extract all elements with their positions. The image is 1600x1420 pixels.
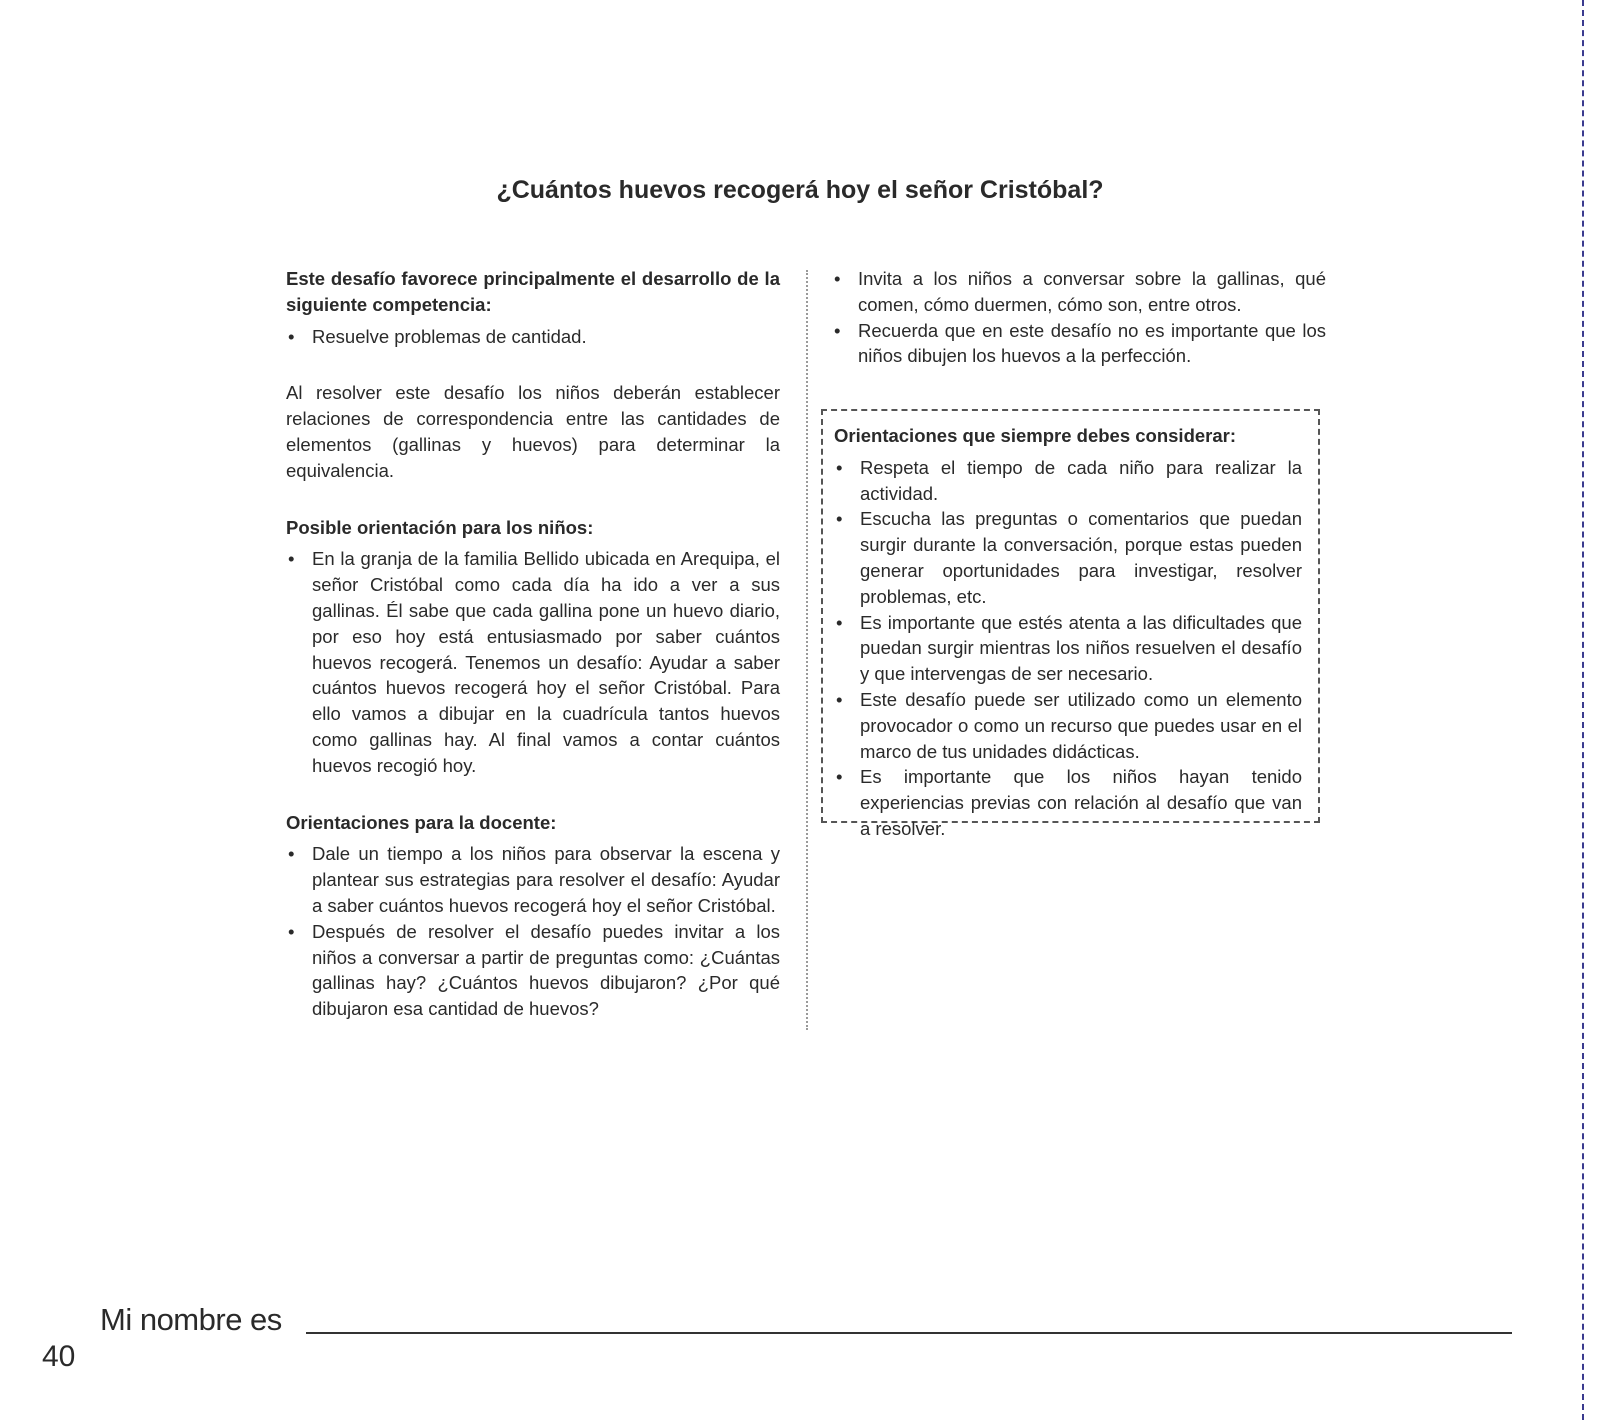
teacher-heading: Orientaciones para la docente: bbox=[286, 811, 557, 833]
competency-list bbox=[286, 324, 780, 350]
kids-list bbox=[286, 546, 780, 778]
considerations-box bbox=[821, 409, 1320, 839]
page-number: 40 bbox=[42, 1340, 76, 1373]
name-field-line[interactable] bbox=[306, 1332, 1512, 1334]
box-heading: Orientaciones que siempre debes considerar: bbox=[834, 425, 1237, 446]
list-item: • Resuelve problemas de cantidad. bbox=[286, 324, 780, 350]
column-divider bbox=[806, 270, 808, 1030]
list-item: • Después de resolver el desafío puedes invitar a los niños a conversar a partir de preguntas como: ¿Cuántas gallinas hay? ¿Cuántos huevos dibujaron? ¿Por qué dibujaron esa cantidad de huevos? bbox=[286, 919, 780, 1022]
competency-heading: Este desafío favorece principalmente el desarrollo de la siguiente competencia: bbox=[286, 268, 780, 315]
intro-paragraph: Al resolver este desafío los niños deberán establecer relaciones de correspondencia entre las cantidades de elementos (gallinas y huevos) para determinar la equivalencia. bbox=[286, 382, 780, 481]
list-item: • Respeta el tiempo de cada niño para realizar la actividad. bbox=[834, 455, 1302, 507]
list-item: • Es importante que los niños hayan tenido experiencias previas con relación al desafío que van a resolver. bbox=[834, 764, 1302, 841]
page-title: ¿Cuántos huevos recogerá hoy el señor Cristóbal? bbox=[496, 176, 1104, 204]
cut-line bbox=[1582, 0, 1584, 1420]
list-item: • Recuerda que en este desafío no es importante que los niños dibujen los huevos a la perfección. bbox=[832, 318, 1326, 370]
right-list bbox=[832, 266, 1326, 369]
kids-heading: Posible orientación para los niños: bbox=[286, 516, 594, 538]
list-item: • Escucha las preguntas o comentarios que puedan surgir durante la conversación, porque estas pueden generar oportunidades para investigar, resolver problemas, etc. bbox=[834, 506, 1302, 609]
name-label: Mi nombre es bbox=[100, 1302, 282, 1337]
list-item: • En la granja de la familia Bellido ubicada en Arequipa, el señor Cristóbal como cada día ha ido a ver a sus gallinas. Él sabe que cada gallina pone un huevo diario, por eso hoy está entusiasmado por saber cuántos huevos recogerá. Tenemos un desafío: Ayudar a saber cuántos huevos recogerá hoy el señor Cristóbal. Para ello vamos a dibujar en la cuadrícula tantos huevos como gallinas hay. Al final vamos a contar cuántos huevos recogió hoy. bbox=[286, 546, 780, 778]
list-item: • Este desafío puede ser utilizado como un elemento provocador o como un recurso que puedes usar en el marco de tus unidades didácticas. bbox=[834, 687, 1302, 764]
list-item: • Dale un tiempo a los niños para observar la escena y plantear sus estrategias para resolver el desafío: Ayudar a saber cuántos huevos recogerá hoy el señor Cristóbal. bbox=[286, 841, 780, 918]
left-column bbox=[286, 266, 780, 1022]
list-item: • Invita a los niños a conversar sobre la gallinas, qué comen, cómo duermen, cómo son, entre otros. bbox=[832, 266, 1326, 318]
right-column bbox=[832, 266, 1326, 369]
box-list bbox=[834, 455, 1302, 842]
teacher-list bbox=[286, 841, 780, 1022]
list-item: • Es importante que estés atenta a las dificultades que puedan surgir mientras los niños resuelven el desafío y que intervengas de ser necesario. bbox=[834, 610, 1302, 687]
